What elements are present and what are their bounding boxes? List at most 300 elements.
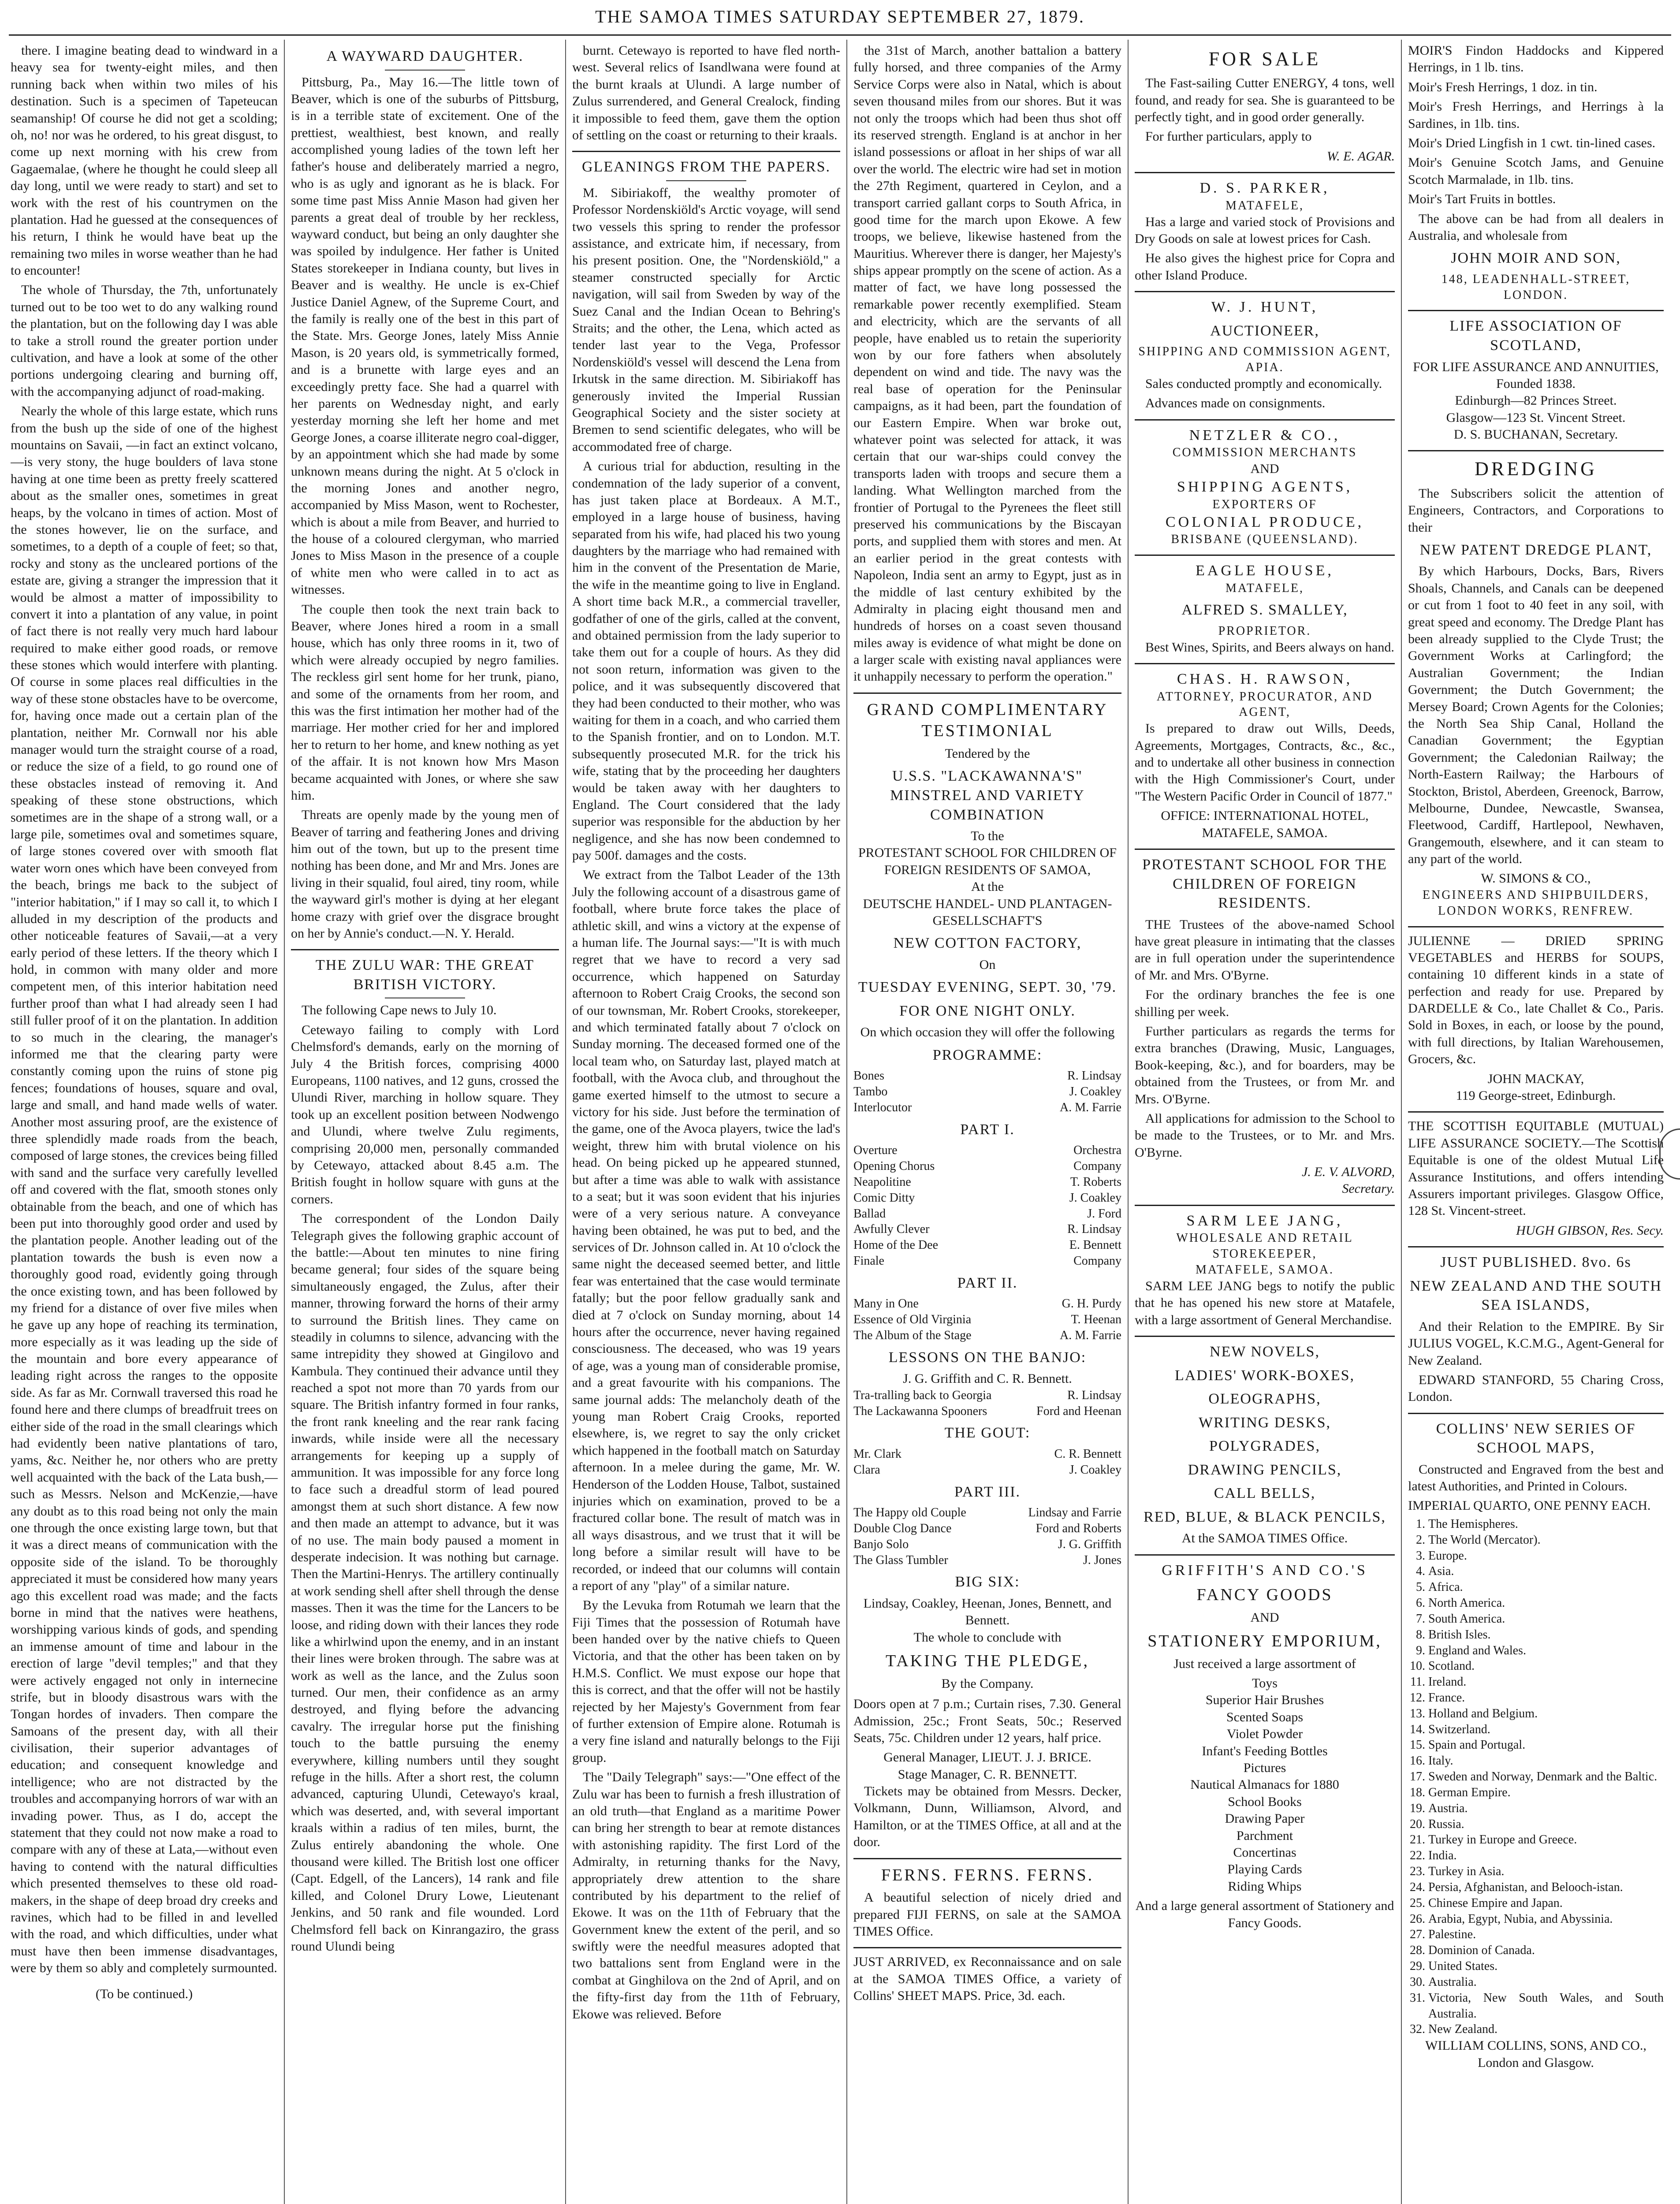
programme-item: Interlocutor: [853, 1100, 912, 1114]
scottish-body: THE SCOTTISH EQUITABLE (MUTUAL) LIFE ASSURANCE SOCIETY.—The Scottish Equitable is one of the oldest Mutual Life Assurance Institutions, and offers intending Assurers important privileges. Glasgow Office, 128 St. Vincent-street.: [1408, 1119, 1664, 1218]
programme-row: [853, 1190, 1121, 1206]
gleanings-article: [572, 185, 840, 2023]
part-2-list: [853, 1296, 1121, 1343]
article-paragraph: Cetewayo failing to comply with Lord Chelmsford's demands, early on the morning of July 4 the British forces, comprising 4000 Europeans, 1100 natives, and 12 guns, crossed the Ulundi River, marching in hollow square. They took up an excellent position between Nodwengo and Ulundi, where twelve Zulu regiments, comprising 20,000 men, personally commanded by Cetewayo, attacked about 8.45 a.m. The British fought in hollow square with guns at the corners.: [291, 1022, 559, 1206]
masthead: THE SAMOA TIMES SATURDAY SEPTEMBER 27, 1879.: [595, 7, 1085, 26]
programme-item: Banjo Solo: [853, 1537, 909, 1551]
life-addr-1: Edinburgh—82 Princes Street.: [1455, 393, 1617, 408]
programme-item: Essence of Old Virginia: [853, 1313, 972, 1327]
part-1-list: [853, 1143, 1121, 1269]
gout-title: THE GOUT:: [944, 1425, 1031, 1441]
map-list-item: 21. Turkey in Europe and Greece.: [1428, 1832, 1664, 1848]
section-rule: [1408, 1413, 1664, 1414]
part-3-title: PART III.: [954, 1483, 1021, 1500]
wayward-daughter-heading: A WAYWARD DAUGHTER.: [326, 48, 524, 64]
novels-item: RED, BLUE, & BLACK PENCILS,: [1144, 1508, 1386, 1525]
pledge-title: TAKING THE PLEDGE,: [886, 1652, 1089, 1671]
griffith-item: Parchment: [1236, 1828, 1293, 1843]
map-list-item: 29. United States.: [1428, 1958, 1664, 1974]
map-list-item: 9. England and Wales.: [1428, 1643, 1664, 1659]
map-list-item: 26. Arabia, Egypt, Nubia, and Abyssinia.: [1428, 1911, 1664, 1927]
map-list-item: 6. North America.: [1428, 1595, 1664, 1611]
griffith-intro: Just received a large assortment of: [1173, 1656, 1356, 1671]
rawson-office: OFFICE: INTERNATIONAL HOTEL, MATAFELE, SAMOA.: [1161, 808, 1369, 840]
dredging-firm-sub: ENGINEERS AND SHIPBUILDERS,: [1422, 888, 1650, 902]
part-1-title: PART I.: [960, 1121, 1015, 1138]
programme-row: [853, 1328, 1121, 1344]
programme-row: [853, 1446, 1121, 1462]
for-sale-signed: W. E. AGAR.: [1326, 149, 1395, 164]
part-2-title: PART II.: [957, 1274, 1018, 1291]
programme-row: [853, 1237, 1121, 1253]
column-5: [1135, 42, 1395, 2204]
programme-performer: Company: [1073, 1254, 1121, 1268]
zulu-war-continued: [572, 42, 840, 144]
article-paragraph: Pittsburg, Pa., May 16.—The little town of Beaver, which is one of the suburbs of Pittsburg, is in a terrible state of excitement. One of the prettiest, wealthiest, best known, and really accomplished young ladies of the town left her father's house and deliberately married a negro, who is as ugly and ignorant as he is black. For some time past Miss Annie Mason had given her parents a great deal of trouble by her reckless, wayward conduct, but being an only daughter she was spoiled by indulgence. Her father is United States storekeeper in Indiana county, but lives in Beaver and is wealthy. He uncle is ex-Chief Justice Daniel Agnew, of the Supreme Court, and the family is really one of the best in this part of the State. Mrs. George Jones, lately Miss Annie Mason, is 20 years old, is symmetrically formed, and is a brunette with large eyes and an exceedingly pretty face. She had a quarrel with her parents on Wednesday night, and early yesterday morning she left her home and met George Jones, a coarse illiterate negro coal-digger, by an appointment which she had made by some unknown means during the night. At 5 o'clock in the morning Jones and another negro, accompanied by Miss Mason, went to Rochester, which is about a mile from Beaver, and hurried to the house of a coloured clergyman, who married Jones to Miss Mason in the presence of a couple of white men who were called in to act as witnesses.: [291, 74, 559, 597]
hunt-body-2: Advances made on consignments.: [1145, 396, 1326, 411]
netzler-name: NETZLER & CO.,: [1189, 427, 1341, 443]
life-secretary: D. S. BUCHANAN, Secretary.: [1453, 427, 1618, 442]
griffith-item: Drawing Paper: [1225, 1811, 1305, 1826]
beneficiary: PROTESTANT SCHOOL FOR CHILDREN OF FOREIGN RESIDENTS OF SAMOA,: [858, 845, 1117, 877]
to-the-line: To the: [971, 829, 1004, 844]
ferns-heading: FERNS. FERNS. FERNS.: [881, 1865, 1094, 1884]
griffith-item: Toys: [1252, 1676, 1278, 1691]
novels-item: DRAWING PENCILS,: [1188, 1461, 1342, 1478]
programme-performer: R. Lindsay: [1067, 1222, 1121, 1236]
map-list-item: 28. Dominion of Canada.: [1428, 1943, 1664, 1958]
julienne-body: JULIENNE — DRIED SPRING VEGETABLES and HERBS for SOUPS, containing 10 different kinds in a state of perfection and ready for use. Prepared by DARDELLE & Co., late Challet & Co., Paris. Sold in Boxes, in each, or loose by the pound, with full directions, by Italian Warehousemen, Grocers, &c.: [1408, 933, 1664, 1067]
griffith-item: Nautical Almanacs for 1880: [1190, 1777, 1339, 1792]
school-body: THE Trustees of the above-named School have great pleasure in intimating that the classes are in full operation under the superintendence of Mr. and Mrs. O'Byrne.: [1135, 917, 1395, 983]
programme-performer: J. Ford: [1087, 1206, 1121, 1221]
novels-item: NEW NOVELS,: [1210, 1344, 1320, 1360]
map-list-item: 24. Persia, Afghanistan, and Belooch-istan.: [1428, 1880, 1664, 1895]
article-paragraph: there. I imagine beating dead to windward in a heavy sea for twenty-eight miles, and then running back when within two miles of his destination. Such is a specimen of Tapeteucan seamanship! Of course he did not get a scolding; oh, no! nor was he ordered, to his great disgust, to come up next morning with his crew from Gagaemalae, (where he thought he could sleep all day long, until we were ready to start) and set to work with the rest of his countrymen on the plantation. Had he guessed at the consequences of his return, I think he would have beat up the remaining two miles in worse weather than he had to encounter!: [11, 43, 278, 278]
section-rule: [1135, 1336, 1395, 1337]
griffith-sub-2: STATIONERY EMPORIUM,: [1147, 1632, 1382, 1651]
map-list-item: 3. Europe.: [1428, 1548, 1664, 1564]
collins-body: Constructed and Engraved from the best and latest Authorities, and Printed in Colours.: [1408, 1462, 1664, 1494]
programme-item: Mr. Clark: [853, 1447, 901, 1461]
collins-map-list: [1428, 1516, 1664, 2037]
moir-item: Moir's Dried Lingfish in 1 cwt. tin-lined cases.: [1408, 135, 1656, 150]
one-night-only: FOR ONE NIGHT ONLY.: [899, 1002, 1076, 1019]
venue: NEW COTTON FACTORY,: [893, 935, 1082, 952]
julienne-address: 119 George-street, Edinburgh.: [1456, 1088, 1616, 1103]
collins-heading: COLLINS' NEW SERIES OF SCHOOL MAPS,: [1436, 1420, 1636, 1456]
published-body: And their Relation to the EMPIRE. By Sir JULIUS VOGEL, K.C.M.G., Agent-General for New Zealand.: [1408, 1319, 1664, 1368]
moir-item: Moir's Fresh Herrings, 1 doz. in tin.: [1408, 79, 1598, 94]
school-role: Secretary.: [1342, 1181, 1395, 1196]
section-rule: [1135, 172, 1395, 173]
zulu-war-article: [291, 1002, 559, 1955]
programme-item: Finale: [853, 1254, 884, 1268]
map-list-item: 1. The Hemispheres.: [1428, 1516, 1664, 1532]
programme-row: [853, 1221, 1121, 1237]
programme-row: [853, 1084, 1121, 1100]
griffith-item: School Books: [1228, 1794, 1302, 1809]
programme-item: Clara: [853, 1463, 880, 1477]
life-heading: LIFE ASSOCIATION OF SCOTLAND,: [1449, 318, 1622, 354]
parker-name: D. S. PARKER,: [1199, 180, 1330, 197]
netzler-title: SHIPPING AGENTS,: [1177, 479, 1353, 495]
novels-item: WRITING DESKS,: [1199, 1414, 1331, 1431]
dredging-body-2: By which Harbours, Docks, Bars, Rivers Shoals, Channels, and Canals can be deepened or cut from 1 foot to 40 feet in any soil, with great speed and economy. The Dredge Plant has been already supplied to the Clyde Trust; the Government Works at Carlingford; the Australian Government; the Indian Government; the Dutch Government; the Mersey Board; Crown Agents for the Colonies; the North Sea Ship Canal, Holland the Canadian Government; the Egyptian Government; the Caledonian Railway; the North-Eastern Railway; the Harbours of Stockton, Bristol, Aberdeen, Greenock, Barrow, Melbourne, Dundee, Newcastle, Swansea, Fleetwood, Cardiff, Hartlepool, Newhaven, Grangemouth, elsewhere, and it can steam to any part of the world.: [1408, 564, 1664, 867]
big-six-line: Lindsay, Coakley, Heenan, Jones, Bennett, and Bennett.: [863, 1596, 1112, 1628]
programme-performer: G. H. Purdy: [1062, 1297, 1121, 1311]
published-heading: JUST PUBLISHED. 8vo. 6s: [1440, 1254, 1632, 1271]
griffith-item: Pictures: [1243, 1761, 1286, 1776]
programme-item: The Album of the Stage: [853, 1329, 972, 1343]
moir-address: 148, LEADENHALL-STREET, LONDON.: [1441, 272, 1631, 302]
moir-note: The above can be had from all dealers in Australia, and wholesale from: [1408, 211, 1664, 243]
map-list-item: 16. Italy.: [1428, 1753, 1664, 1769]
section-rule: [1408, 310, 1664, 311]
article-paragraph: The couple then took the next train back to Beaver, where Jones hired a room in a small house, which has only three rooms in it, two of which were already occupied by negro families. The reckless girl sent home for her trunk, piano, and some of the ornaments from her room, and this was the first intimation her mother had of the marriage. Her mother cried for her and implored her to return to her home, and knew nothing as yet of the affair. It is not known how Mrs Mason became acquainted with Jones, or where she saw him.: [291, 602, 559, 803]
moir-item: Moir's Genuine Scotch Jams, and Genuine Scotch Marmalade, in 1lb. tins.: [1408, 155, 1664, 187]
published-title: NEW ZEALAND AND THE SOUTH SEA ISLANDS,: [1410, 1277, 1662, 1314]
programme-row: [853, 1174, 1121, 1190]
section-rule: [853, 1858, 1121, 1859]
griffith-item: Scented Soaps: [1226, 1709, 1304, 1724]
on-line: On: [979, 957, 996, 972]
big-six-title: BIG SIX:: [955, 1574, 1020, 1590]
novels-ad: [1135, 1342, 1395, 1526]
masthead-rule: [9, 34, 1671, 36]
griffith-item: Infant's Feeding Bottles: [1202, 1743, 1328, 1758]
programme-item: The Happy old Couple: [853, 1506, 966, 1520]
for-sale-heading: FOR SALE: [1208, 48, 1321, 70]
article-paragraph: Nearly the whole of this large estate, which runs from the bush up the side of one of the highest mountains on Savaii, —in fact an extinct volcano,—is very stony, the huge boulders of lava stone having at one time been as pretty freely scattered about as the smaller ones, sometimes in great heaps, by the volcano in times of action. Most of the stones however, lie on the surface, and sometimes, to a depth of a couple of feet; so that, rocky and stony as the uncleared portions of the estate are, giving a stranger the impression that it would be almost a matter of impossibility to convert it into a plantation of any value, in point of fact there is not really very much hard labour required to make either good roads, or remove these stones which would interfere with planting. Of course in some places real difficulties in the way of these stone obstacles have to be overcome, for, having once made out a certain plan of the plantation, neither Mr. Cornwall nor his able manager would turn the straight course of a road, or reduce the size of a field, to go round one of these obstacles instead of removing it. And speaking of these stone obstructions, which sometimes are in the shape of a strong wall, or a large pile, sometimes oval and sometimes square, of large stones covered over with smooth flat water worn ones which have been conveyed from the beach, brings me back to the subject of "interior habitation," if I may so call it, to which I alluded in my description of the products and other noticeable features of Savaii,—at a very early period of these letters. If the theory which I hold, in common with many older and more competent men, of this interior habitation need further proof than what I had already seen I had still fuller proof of it on the plantation. In addition to so much in the clearing, the manager's informed me that the clearing party were constantly coming upon the ruins of stone pig fences; foundations of houses, square and oval, large and small, and hand made wells of water. Another most assuring proof, are the existence of three splendidly made roads from the beach, composed of large stones, the crevices being filled with sand and the surface very carefully levelled off and covered with the flat, smooth stones only obtainable from the beach, and one of which has been put into thoroughly good order and used by the plantation people. Another leading out of the plantation towards the bush is even now a thoroughly good road, evidently going through the once existing town, and has been followed by my friend for a distance of over five miles when he gave up any hope of reaching its termination, more especially as it was leading up the side of the mountain and bore every appearance of leading right across the ranges to the opposite side. As far as Mr. Cornwall traversed this road he found here and there clumps of breadfruit trees on either side of the road in the small clearings which had evidently been native plantations of taro, yams, &c. Neither he, nor others who are pretty well acquainted with the back of the Lata bush,—such as Messrs. Nelson and McKenzie,—have any doubt as to this road being not only the main one through the once existing large town, but that it was a direct means of communication with the opposite side of the island. To be thoroughly appreciated it must be considered how many years ago this excellent road was made; and the facts borne in mind that the natives were heathens, worshipping various kinds of gods, and spending an immense amount of time and labour in the erection of large "devil temples;" and that they were actively engaged not only in internecine strife, but in bloody disastrous wars with the Tongan hordes of invaders. Then compare the Samoans of the present day, with all their civilisation, their superior advantages of education; and consequent knowledge and intelligence; who are not distracted by the troubles and accompanying horrors of war with an invading power. Thus, as I do, accept the statement that they could not now make a road to compare with any of these at Lata,—without even having to contend with the natural difficulties which presented themselves to these old road-makers, in the shape of deep broad dry creeks and ravines, which had to be filled in and levelled with the road, and which difficulties, under what must have then been immense disadvantages, were by them so ably and completely surmounted.: [11, 404, 278, 1976]
school-heading: PROTESTANT SCHOOL FOR THE CHILDREN OF FOREIGN RESIDENTS.: [1142, 856, 1387, 912]
programme-row: [853, 1100, 1121, 1116]
netzler-sub: COMMISSION MERCHANTS: [1172, 446, 1357, 460]
article-paragraph: The correspondent of the London Daily Telegraph gives the following graphic account of the battle:—About ten minutes to nine firing became general; four sides of the square being simultaneously engaged, the Zulus, after their manner, throwing forward the horns of their army to surround the British lines. They came on steadily in columns to silence, advancing with the same intrepidity they showed at Gingilovo and Kambula. They continued their advance until they reached a spot not more than 70 yards from our square. The British infantry formed in four ranks, the front rank kneeling and the rear rank facing inwards, while inside were all the necessary arrangements for keeping up a supply of ammunition. It was impossible for any force long to face such a dreadful storm of lead poured amongst them at such short distance. A few now and then made an attempt to advance, but it was of no use. The main body paused a moment in desperate indecision. It was nothing but carnage. Then the Martini-Henrys. The artillery continually at work sending shell after shell through the dense masses. Then it was the time for the Lancers to be loose, and riding down with their lances they rode like a whirlwind upon the enemy, and in an instant their lines were broken through. The sabre was at work as well as the lance, and the Zulus soon turned. Our men, their confidence as an army destroyed, and flying before the advancing cavalry. The irregular horse put the finishing touch to the battle pursuing the enemy everywhere, killing numbers until they sought refuge in the hills. After a short rest, the column advanced, capturing Ulundi, Cetewayo's kraal, which was deserted, and, with several important kraals within a radius of ten miles, burnt, the Zulus entirely abandoning the whole. One thousand were killed. The British lost one officer (Capt. Edgell, of the Lancers), 14 rank and file killed, and Colonel Drury Lowe, Lieutenant Jenkins, and 50 rank and file wounded. Lord Chelmsford fell back on Kinrangaziro, the grass round Ulundi being: [291, 1211, 559, 1954]
griffith-name: GRIFFITH'S AND CO.'S: [1162, 1562, 1368, 1579]
programme-item: Double Clog Dance: [853, 1521, 952, 1535]
moir-firm: JOHN MOIR AND SON,: [1451, 250, 1621, 267]
programme-row: [853, 1462, 1121, 1478]
novels-item: POLYGRADES,: [1209, 1438, 1320, 1455]
hunt-place: APIA.: [1245, 361, 1284, 375]
testimonial-ad: [853, 699, 1121, 1851]
conclude-line: The whole to conclude with: [913, 1630, 1062, 1645]
rawson-body: Is prepared to draw out Wills, Deeds, Agreements, Mortgages, Contracts, &c., &c., and to undertake all other business in connection with the High Commissioner's Court, under "The Western Pacific Order in Council of 1877.": [1135, 721, 1395, 804]
map-list-item: 15. Spain and Portugal.: [1428, 1737, 1664, 1753]
programme-performer: J. Coakley: [1069, 1191, 1121, 1205]
map-list-item: 19. Austria.: [1428, 1801, 1664, 1817]
ferns-body: A beautiful selection of nicely dried and prepared FIJI FERNS, on sale at the SAMOA TIMES Office.: [853, 1890, 1121, 1939]
programme-item: Comic Ditty: [853, 1191, 915, 1205]
programme-item: The Lackawanna Spooners: [853, 1404, 987, 1418]
programme-performer: Company: [1073, 1159, 1121, 1173]
testimonial-heading: GRAND COMPLIMENTARY TESTIMONIAL: [867, 700, 1108, 741]
section-rule: [1135, 849, 1395, 850]
programme-performer: J. Coakley: [1069, 1463, 1121, 1477]
parker-body-2: He also gives the highest price for Copra and other Island Produce.: [1135, 251, 1395, 283]
at-the-line: At the: [971, 879, 1004, 894]
programme-item: The Glass Tumbler: [853, 1553, 948, 1567]
zulu-war-heading: THE ZULU WAR: THE GREAT BRITISH VICTORY.: [315, 957, 535, 993]
map-list-item: 12. France.: [1428, 1690, 1664, 1706]
column-3: [572, 42, 840, 2204]
section-rule: [572, 151, 840, 152]
dredging-firm: W. SIMONS & CO.,: [1481, 871, 1591, 886]
article-paragraph: A curious trial for abduction, resulting in the condemnation of the lady superior of a convent, has just taken place at Bordeaux. A M.T., employed in a large house of business, having separated from his wife, had placed his two young daughters by the marriage who had remained with him in the convent of the Presentation de Marie, the wife in the meantime going to live in England. A short time back M.R., a commercial traveller, godfather of one of the girls, called at the convent, and obtained permission from the lady superior to take them out for a couple of hours. As they did not soon return, information was given to the police, and it was subsequently discovered that they had been conducted to their mother, who was waiting for them in a coach, and who carried them to the Spanish frontier, and on to London. M.T. subsequently prosecuted M.R. for the trick his wife, stating that by the proceeding her daughters would be taken away with her daughters to England. The Court considered that the lady superior was responsible for the abduction by her negligence, and she has now been condemned to pay 500f. damages and the costs.: [572, 459, 840, 863]
gleanings-continued: [853, 42, 1121, 685]
school-signed: J. E. V. ALVORD,: [1301, 1165, 1395, 1180]
collins-publisher: WILLIAM COLLINS, SONS, AND CO., London and Glasgow.: [1425, 2038, 1646, 2070]
section-rule: [853, 1947, 1121, 1948]
rawson-name: CHAS. H. RAWSON,: [1177, 671, 1353, 688]
collins-edition: IMPERIAL QUARTO, ONE PENNY EACH.: [1408, 1498, 1651, 1513]
parker-body: Has a large and varied stock of Provisions and Dry Goods on sale at lowest prices for Cash.: [1135, 214, 1395, 246]
banjo-title: LESSONS ON THE BANJO:: [888, 1349, 1087, 1366]
tickets-line: Tickets may be obtained from Messrs. Decker, Volkmann, Dunn, Williamson, Alvord, and Hamilton, or at the TIMES Office, at all and at the door.: [853, 1784, 1121, 1850]
programme-row: [853, 1206, 1121, 1222]
tendered-line: Tendered by the: [945, 746, 1030, 761]
section-rule: [1408, 1246, 1664, 1247]
map-list-item: 4. Asia.: [1428, 1564, 1664, 1579]
column-6: [1408, 42, 1664, 2204]
programme-item: Home of the Dee: [853, 1238, 939, 1252]
eagle-role: PROPRIETOR.: [1218, 624, 1311, 638]
programme-row: [853, 1068, 1121, 1084]
eagle-body: Best Wines, Spirits, and Beers always on hand.: [1145, 640, 1394, 655]
column-rule: [284, 40, 285, 2204]
programme-row: [853, 1505, 1121, 1521]
map-list-item: 13. Holland and Belgium.: [1428, 1706, 1664, 1722]
heading-rule: [666, 180, 746, 181]
programme-item: Awfully Clever: [853, 1222, 930, 1236]
programme-performer: R. Lindsay: [1067, 1069, 1121, 1083]
stage-manager: Stage Manager, C. R. BENNETT.: [898, 1767, 1077, 1782]
novels-place: At the SAMOA TIMES Office.: [1181, 1531, 1348, 1546]
programme-row: [853, 1296, 1121, 1312]
eagle-owner: ALFRED S. SMALLEY,: [1181, 602, 1348, 618]
map-list-item: 18. German Empire.: [1428, 1785, 1664, 1801]
hunt-name: W. J. HUNT,: [1211, 299, 1319, 316]
griffith-items: [1135, 1675, 1395, 1895]
cast-list: [853, 1068, 1121, 1115]
life-sub: FOR LIFE ASSURANCE AND ANNUITIES, Founded 1838.: [1413, 359, 1659, 391]
scottish-secretary: HUGH GIBSON, Res. Secy.: [1516, 1223, 1664, 1238]
programme-row: [853, 1143, 1121, 1158]
column-rule: [846, 40, 847, 2204]
programme-row: [853, 1521, 1121, 1537]
article-paragraph: The following Cape news to July 10.: [302, 1003, 497, 1018]
column-1: [11, 42, 278, 2204]
article-paragraph: The "Daily Telegraph" says:—"One effect of the Zulu war has been to furnish a fresh illustration of an old truth—that England as a maritime Power can bring her strength to bear at remote distances with astonishing rapidity. The first Lord of the Admiralty, in returning thanks for the Navy, appropriately drew attention to the share contributed by his department to the relief of Ekowe. It was on the 11th of February that the Government knew the extent of the peril, and so swiftly were the needful measures adopted that two battalions sent from England were in the combat at Ginghilova on the 2nd of April, and on the fifty-first day from the 11th of February, Ekowe was relieved. Before: [572, 1770, 840, 2022]
dredging-place: LONDON WORKS, RENFREW.: [1438, 904, 1634, 918]
moir-item: Moir's Tart Fruits in bottles.: [1408, 192, 1556, 207]
map-list-item: 2. The World (Mercator).: [1428, 1532, 1664, 1548]
griffith-item: Superior Hair Brushes: [1205, 1693, 1324, 1708]
to-be-continued: (To be continued.): [95, 1986, 193, 2001]
programme-performer: C. R. Bennett: [1054, 1447, 1121, 1461]
map-list-item: 22. India.: [1428, 1848, 1664, 1864]
rawson-sub: ATTORNEY, PROCURATOR, AND AGENT,: [1156, 689, 1373, 719]
performance-date: TUESDAY EVENING, SEPT. 30, '79.: [858, 979, 1117, 996]
lata-article: [11, 42, 278, 1977]
dredging-title: NEW PATENT DREDGE PLANT,: [1419, 541, 1652, 558]
sarm-body: SARM LEE JANG begs to notify the public that he has opened his new store at Matafele, with a large assortment of General Merchandise.: [1135, 1278, 1395, 1327]
programme-item: Many in One: [853, 1297, 919, 1311]
griffith-item: Violet Powder: [1226, 1727, 1303, 1742]
for-sale-contact: For further particulars, apply to: [1145, 129, 1312, 144]
section-rule: [291, 949, 559, 950]
map-list-item: 25. Chinese Empire and Japan.: [1428, 1895, 1664, 1911]
article-paragraph: burnt. Cetewayo is reported to have fled north-west. Several relics of Isandlwana were found at the burnt kraals at Ulundi. A large number of Zulus surrendered, and General Crealock, finding it impossible to feed them, gave them the option of settling on the coast or returning to their kraals.: [572, 43, 840, 142]
map-list-item: 14. Switzerland.: [1428, 1722, 1664, 1738]
hunt-sub: SHIPPING AND COMMISSION AGENT,: [1138, 345, 1391, 359]
article-paragraph: the 31st of March, another battalion a battery fully horsed, and three companies of the Army Service Corps were also in Natal, which is about seven thousand miles from our shores. But it was not only the troops which had been thus shot off its reserved strength. England is at anchor in her island possessions or afloat in her ships of war all over the world. The electric wire had set in motion the 27th Regiment, quartered in Ceylon, and a transport carried gallant corps to South Africa, in good time for the march upon Ekowe. A few troops, we believe, likewise hastened from the Mauritius. Wherever there is danger, her Majesty's ships appear promptly on the scene of action. As a matter of fact, we have long possessed the remarkable power recently exemplified. Steam and electricity, which are the servants of all people, have enabled us to retain the superiority won by our fore fathers when absolutely dependent on wind and tide. The navy was the real base of operation for the Peninsular campaigns, as it had been, part the foundation of our Eastern Empire. When war broke out, whatever point was selected for attack, it was certain that our war-ships could convey the transports laden with troops and secure them a landing. What Wellington marched from the frontier of Portugal to the Pyrenees the fleet still preserved his communications by the Biscayan ports, and supplied them with stores and men. At an earlier period in the great contests with Napoleon, India sent an army to Egypt, just as in the middle of last century exhibited by the Admiralty in placing eight thousand men and hundreds of horses on a coast seven thousand miles away is evidence of what might be done on a larger scale with existing naval appliances were it unhappily necessary to perform the operation.": [853, 43, 1121, 684]
griffith-item: Concertinas: [1233, 1845, 1296, 1860]
programme-performer: J. Jones: [1083, 1553, 1121, 1567]
programme-row: [853, 1404, 1121, 1419]
griffith-item: Riding Whips: [1228, 1879, 1302, 1894]
map-list-item: 31. Victoria, New South Wales, and South Australia.: [1428, 1990, 1664, 2022]
griffith-outro: And a large general assortment of Stationery and Fancy Goods.: [1135, 1899, 1394, 1930]
programme-performer: R. Lindsay: [1067, 1388, 1121, 1402]
life-addr-2: Glasgow—123 St. Vincent Street.: [1446, 410, 1626, 425]
column-rule: [1128, 40, 1129, 2204]
article-paragraph: We extract from the Talbot Leader of the 13th July the following account of a disastrous game of football, where brute force takes the place of athletic skill, and wins a victory at the expense of a human life. The Journal says:—"It is with much regret that we have to record a very sad occurrence, which happened on Saturday afternoon to Robert Craig Crooks, the second son of our townsman, Mr. Robert Crooks, storekeeper, and which terminated fatally about 7 o'clock on Sunday morning. The deceased formed one of the local team who, on Saturday last, played match at football, with the Avoca club, and throughout the game exerted himself to the utmost to secure a victory for his side. Just before the termination of the game, one of the Avoca players, twice the lad's weight, threw him with brutal violence on his head. On being picked up he appeared stunned, but after a time was able to walk with assistance to a seat; but it was soon evident that his injuries were of a very serious nature. A conveyance having been obtained, he was put to bed, and the services of Dr. Johnson called in. At 10 o'clock the same night the deceased seemed better, and little fear was entertained that the case would terminate fatally; but the poor fellow gradually sank and died at 7 o'clock on Sunday morning, about 14 hours after the occurrence, never having regained consciousness. The deceased, who was 19 years of age, was a young man of considerable promise, and a great favourite with his companions. The same journal adds: The melancholy death of the young man Robert Craig Crooks, reported elsewhere, is, we regret to say the only cricket which happened in the football match on Saturday afternoon. In a melee during the game, Mr. W. Henderson of the Lodden House, Talbot, sustained injuries which on examination, proved to be a fractured collar bone. The result of match was in all ways disastrous, and we trust that it will be long before a similar result will have to be recorded, or indeed that our columns will contain a report of any "play" of a similar nature.: [572, 867, 840, 1593]
programme-row: [853, 1388, 1121, 1404]
map-list-item: 5. Africa.: [1428, 1579, 1664, 1595]
sarm-place: MATAFELE, SAMOA.: [1195, 1263, 1334, 1277]
column-4: [853, 42, 1121, 2204]
programme-item: Bones: [853, 1069, 884, 1083]
section-rule: [1135, 419, 1395, 421]
moir-item: MOIR'S Findon Haddocks and Kippered Herrings, in 1 lb. tins.: [1408, 43, 1664, 75]
gleanings-heading: GLEANINGS FROM THE PAPERS.: [582, 159, 831, 175]
moir-item: Moir's Fresh Herrings, and Herrings à la Sardines, in 1lb. tins.: [1408, 99, 1664, 131]
map-list-item: 10. Scotland.: [1428, 1658, 1664, 1674]
programme-row: [853, 1537, 1121, 1552]
programme-row: [853, 1552, 1121, 1568]
programme-row: [853, 1253, 1121, 1269]
moir-ad: [1408, 42, 1664, 208]
doors-line: Doors open at 7 p.m.; Curtain rises, 7.30. General Admission, 25c.; Front Seats, 50c.; Reserved Seats, 75c. Children under 12 years, half price.: [853, 1697, 1121, 1745]
programme-performer: J. G. Griffith: [1058, 1537, 1121, 1551]
map-list-item: 17. Sweden and Norway, Denmark and the Baltic.: [1428, 1769, 1664, 1785]
programme-performer: Lindsay and Farrie: [1028, 1506, 1121, 1520]
novels-item: LADIES' WORK-BOXES,: [1174, 1367, 1355, 1384]
section-rule: [1135, 291, 1395, 292]
programme-row: [853, 1158, 1121, 1174]
for-sale-body: The Fast-sailing Cutter ENERGY, 4 tons, well found, and ready for sea. She is guaranteed to be perfectly tight, and in good order generally.: [1135, 76, 1395, 125]
dredging-body: The Subscribers solicit the attention of Engineers, Contractors, and Corporations to their: [1408, 486, 1664, 535]
section-rule: [1135, 1554, 1395, 1556]
parker-place: MATAFELE,: [1226, 198, 1304, 212]
programme-item: Tambo: [853, 1085, 888, 1099]
netzler-sub-2: EXPORTERS OF: [1212, 497, 1317, 511]
programme-performer: Orchestra: [1073, 1143, 1121, 1158]
map-list-item: 8. British Isles.: [1428, 1627, 1664, 1643]
programme-row: [853, 1312, 1121, 1328]
column-rule: [565, 40, 566, 2204]
section-rule: [853, 692, 1121, 694]
griffith-sub: FANCY GOODS: [1196, 1586, 1333, 1605]
section-rule: [1135, 663, 1395, 664]
gout-list: [853, 1446, 1121, 1478]
article-paragraph: By the Levuka from Rotumah we learn that the Fiji Times that the possession of Rotumah have been handed over by the native chiefs to Queen Victoria, and that the other has been taken on by H.M.S. Conflict. We must expose our hope that this is correct, and that the offer will not be hastily rejected by her Majesty's Government from fear of further extension of Empire alone. Rotumah is a very fine island and naturally belongs to the Fiji group.: [572, 1598, 840, 1765]
programme-item: Tra-tralling back to Georgia: [853, 1388, 992, 1402]
programme-item: Opening Chorus: [853, 1159, 935, 1173]
programme-performer: J. Coakley: [1069, 1085, 1121, 1099]
firm-name: DEUTSCHE HANDEL- UND PLANTAGEN-GESELLSCHAFT'S: [863, 896, 1112, 928]
dredging-heading: DREDGING: [1475, 458, 1597, 480]
griffith-item: Playing Cards: [1227, 1862, 1302, 1877]
programme-item: Ballad: [853, 1206, 886, 1221]
school-body-4: All applications for admission to the School to be made to the Trustees, or to Mr. and Mrs. O'Byrne.: [1135, 1111, 1395, 1160]
programme-performer: A. M. Farrie: [1060, 1100, 1121, 1114]
novels-item: OLEOGRAPHS,: [1208, 1391, 1321, 1407]
netzler-title-2: COLONIAL PRODUCE,: [1165, 514, 1364, 530]
map-list-item: 30. Australia.: [1428, 1974, 1664, 1990]
wayward-daughter-article: [291, 74, 559, 942]
part-3-list: [853, 1505, 1121, 1568]
programme-performer: T. Heenan: [1071, 1313, 1121, 1327]
programme-item: Overture: [853, 1143, 898, 1158]
map-list-item: 32. New Zealand.: [1428, 2022, 1664, 2037]
just-arrived: JUST ARRIVED, ex Reconnaissance and on sale at the SAMOA TIMES Office, a variety of Collins' SHEET MAPS. Price, 3d. each.: [853, 1955, 1121, 2003]
section-rule: [1408, 450, 1664, 451]
netzler-place: BRISBANE (QUEENSLAND).: [1171, 532, 1359, 547]
column-2: [291, 42, 559, 2204]
programme-item: Neapolitine: [853, 1175, 911, 1189]
programme-performer: Ford and Roberts: [1036, 1521, 1121, 1535]
hunt-title: AUCTIONEER,: [1210, 322, 1319, 339]
part-2b-list: [853, 1388, 1121, 1419]
map-list-item: 7. South America.: [1428, 1611, 1664, 1627]
programme-title: PROGRAMME:: [932, 1046, 1043, 1063]
banjo-line: J. G. Griffith and C. R. Bennett.: [903, 1371, 1072, 1386]
article-paragraph: Threats are openly made by the young men of Beaver of tarring and feathering Jones and driving him out of the town, but up to the present time nothing has been done, and Mr and Mrs. Jones are living in their squalid, foul aired, tiny room, while the wayward girl's mother is dying at her elegant home crazy with grief over the disgrace brought on her by Annie's conduct.—N. Y. Herald.: [291, 808, 559, 941]
section-rule: [1135, 555, 1395, 556]
eagle-name: EAGLE HOUSE,: [1196, 562, 1334, 579]
programme-performer: A. M. Farrie: [1060, 1329, 1121, 1343]
sarm-name: SARM LEE JANG,: [1186, 1212, 1343, 1229]
map-list-item: 27. Palestine.: [1428, 1927, 1664, 1943]
section-rule: [1408, 1111, 1664, 1113]
school-body-3: Further particulars as regards the terms for extra branches (Drawing, Music, Languages, Book-keeping, &c.), and for boarders, may be obtained from the Trustees, or from Mr. and Mrs. O'Byrne.: [1135, 1024, 1395, 1106]
programme-performer: T. Roberts: [1070, 1175, 1121, 1189]
section-rule: [1135, 1205, 1395, 1206]
heading-rule: [385, 70, 465, 71]
section-rule: [1408, 926, 1664, 927]
map-list-item: 23. Turkey in Asia.: [1428, 1864, 1664, 1880]
school-body-2: For the ordinary branches the fee is one shilling per week.: [1135, 987, 1395, 1019]
julienne-agent: JOHN MACKAY,: [1487, 1071, 1584, 1086]
novels-item: CALL BELLS,: [1214, 1485, 1316, 1502]
published-publisher: EDWARD STANFORD, 55 Charing Cross, London.: [1408, 1372, 1664, 1404]
hunt-body: Sales conducted promptly and economically.: [1145, 376, 1382, 391]
eagle-place: MATAFELE,: [1226, 581, 1304, 595]
programme-performer: E. Bennett: [1069, 1238, 1121, 1252]
programme-performer: Ford and Heenan: [1036, 1404, 1121, 1418]
general-manager: General Manager, LIEUT. J. J. BRICE.: [883, 1750, 1091, 1765]
column-rule: [1401, 40, 1402, 2204]
map-list-item: 11. Ireland.: [1428, 1674, 1664, 1690]
sarm-sub: WHOLESALE AND RETAIL STOREKEEPER,: [1176, 1231, 1353, 1261]
article-paragraph: M. Sibiriakoff, the wealthy promoter of Professor Nordenskiöld's Arctic voyage, will send two vessels this spring to render the professor assistance, and extricate him, if necessary, from his present position. One, the "Nordenskiöld," a steamer constructed specially for Arctic navigation, will sail from Sweden by way of the Suez Canal and the Indian Ocean to Behring's Straits; and the other, the Lena, which acted as tender last year to the Vega, Professor Nordenskiöld's vessel will descend the Lena from Irkutsk in the same direction. M. Sibiriakoff has generously invited the Imperial Russian Geographical Society and the sister society at Bremen to send scientific delegates, who will be accommodated free of charge.: [572, 185, 840, 454]
netzler-and: AND: [1250, 461, 1279, 476]
occasion-line: On which occasion they will offer the following: [860, 1025, 1115, 1040]
troupe-name: U.S.S. "LACKAWANNA'S" MINSTREL AND VARIETY COMBINATION: [890, 768, 1085, 823]
